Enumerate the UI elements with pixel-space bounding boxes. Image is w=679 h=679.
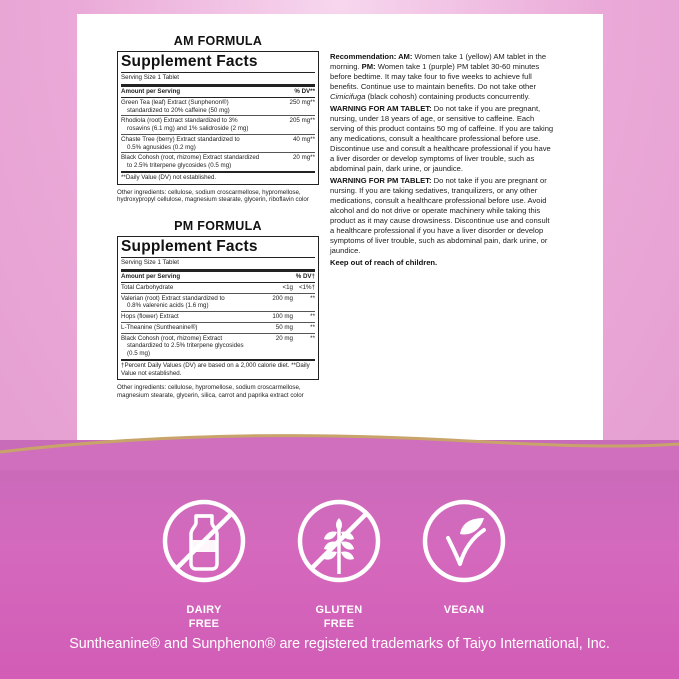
am-row-amount: 205 mg** xyxy=(289,117,315,125)
recommendation-label: Recommendation: AM: xyxy=(330,52,413,61)
am-row-amount: 250 mg** xyxy=(289,98,315,106)
pm-table-header xyxy=(121,272,315,283)
facts-column xyxy=(117,34,319,400)
am-row-amount: 20 mg** xyxy=(292,154,315,162)
pm-col-dv: % DV† xyxy=(295,273,315,281)
recommendation-end: (black cohosh) containing products concurrently. xyxy=(365,92,530,102)
am-col-dv: % DV** xyxy=(294,88,315,96)
am-formula-block xyxy=(117,34,319,204)
pm-row-amount: 50 mg xyxy=(275,323,293,331)
pm-row-dv: ** xyxy=(310,323,315,331)
pm-row-name: L-Theanine (Suntheanine®) xyxy=(121,323,198,331)
pm-row-dv: ** xyxy=(310,313,315,321)
am-row-name: Rhodiola (root) Extract standardized to 3% xyxy=(121,117,238,125)
pm-row-name: Total Carbohydrate xyxy=(121,283,174,291)
pm-row-amount: <1g xyxy=(282,283,293,291)
pm-row-sub: standardized to 2.5% triterpene glycosides (0.5 mg) xyxy=(127,342,244,358)
warning-pm-label: WARNING FOR PM TABLET: xyxy=(330,176,432,186)
pm-row-dv: ** xyxy=(310,294,315,302)
warning-am xyxy=(330,104,554,174)
am-row-amount: 40 mg** xyxy=(292,135,315,143)
warning-am-text: Do not take if you are pregnant, nursing, under 18 years of age, or sensitive to caffeine. Each serving of this product contains 50 mg of caffeine. If you are taking any medications, consult a healthcare professional before use. Discontinue use and consult a healthcare professional if you have a liver disorder or develop symptoms of liver trouble, such as abdominal pain, dark urine, or jaundice. xyxy=(330,104,554,174)
badge-dairy-free-label xyxy=(144,604,264,632)
gold-wave-divider xyxy=(0,430,679,470)
badge-line: VEGAN xyxy=(443,604,485,616)
am-table-header xyxy=(121,87,315,98)
directions-column xyxy=(330,52,554,270)
am-facts-heading: Supplement Facts xyxy=(121,54,315,73)
recommendation-am-text: Women take 1 (yellow) AM tablet in the morning. xyxy=(330,52,547,72)
am-other-ingredients: Other ingredients: cellulose, sodium croscarmellose, hypromellose, hydroxypropyl cellulose, magnesium stearate, glycerin, riboflavin color xyxy=(117,188,309,204)
am-serving-size: Serving Size 1 Tablet xyxy=(121,73,315,87)
am-col-amount: Amount per Serving xyxy=(121,88,181,96)
badge-vegan-label xyxy=(404,604,524,618)
recommendation-pm-label: PM: xyxy=(361,62,376,72)
am-row-sub: rosavins (6.1 mg) and 1% salidroside (2 mg) xyxy=(127,125,249,133)
badge-line: FREE xyxy=(188,617,220,630)
am-row xyxy=(121,153,315,171)
am-row-sub: standardized to 20% caffeine (50 mg) xyxy=(127,106,230,114)
am-row-name: Green Tea (leaf) Extract (Sunphenon®) xyxy=(121,98,229,106)
pm-other-ingredients: Other ingredients: cellulose, hypromellose, sodium croscarmellose, magnesium stearate, glycerin, silica, carrot and paprika extract color xyxy=(117,384,304,400)
recommendation xyxy=(330,52,554,102)
recommendation-italic: Cimicifuga xyxy=(330,92,366,102)
trademark-notice: Suntheanine® and Sunphenon® are registered trademarks of Taiyo International, Inc. xyxy=(69,636,610,652)
pm-row xyxy=(121,294,315,313)
badge-line: DAIRY xyxy=(186,604,222,616)
warning-pm-text: Do not take if you are pregnant or nursing. If you are taking sedatives, tranquilizers, or any other medications, consult a healthcare professional before use. Avoid alcohol and do not drive or operate machinery while taking this product as it may cause drowsiness. Discontinue use and consult a healthcare professional if you have a liver disorder or develop symptoms of liver trouble, such as abdominal pain, dark urine, or jaundice. xyxy=(330,176,550,256)
pm-serving-size: Serving Size 1 Tablet xyxy=(121,258,315,272)
pm-facts-heading: Supplement Facts xyxy=(121,239,315,258)
pm-row-dv: ** xyxy=(310,334,315,342)
badge-line: FREE xyxy=(323,617,355,630)
am-footnote: **Daily Value (DV) not established. xyxy=(121,171,315,182)
pm-row-sub: 0.8% valerenic acids (1.6 mg) xyxy=(127,302,209,310)
pm-row xyxy=(121,283,315,294)
pm-row-name: Black Cohosh (root, rhizome) Extract xyxy=(121,334,223,342)
pm-row-amount: 20 mg xyxy=(275,334,293,342)
am-row-sub: 0.5% agnusides (0.2 mg) xyxy=(127,143,196,151)
pm-row-amount: 100 mg xyxy=(272,313,293,321)
am-row-name: Chaste Tree (berry) Extract standardized to xyxy=(121,135,240,143)
pm-formula-block xyxy=(117,219,319,400)
am-row-sub: to 2.5% triterpene glycosides (0.5 mg) xyxy=(127,162,232,170)
warning-pm xyxy=(330,176,554,256)
am-row xyxy=(121,135,315,154)
pm-col-amount: Amount per Serving xyxy=(121,273,181,281)
pm-row-name: Hops (flower) Extract xyxy=(121,313,179,321)
pm-supplement-facts xyxy=(117,236,319,380)
am-row xyxy=(121,116,315,135)
pm-footnote: †Percent Daily Values (DV) are based on a 2,000 calorie diet. **Daily Value not established. xyxy=(121,359,315,378)
am-formula-title: AM FORMULA xyxy=(173,34,263,48)
pm-row xyxy=(121,323,315,334)
label-panel xyxy=(77,14,603,464)
keep-out-of-reach-text: Keep out of reach of children. xyxy=(330,258,438,268)
no-milk-bottle-icon xyxy=(161,498,247,584)
pm-row xyxy=(121,334,315,359)
badge-gluten-free-label xyxy=(279,604,399,632)
am-row-name: Black Cohosh (root, rhizome) Extract standardized xyxy=(121,154,260,162)
recommendation-pm-text: Women take 1 (purple) PM tablet 30-60 minutes before bedtime. It may take four to five weeks to achieve full benefits. Continue use to maintain benefits. Do not take other xyxy=(330,62,540,92)
vegan-leaf-icon xyxy=(421,498,507,584)
am-row xyxy=(121,98,315,117)
am-supplement-facts xyxy=(117,51,319,185)
keep-out-of-reach xyxy=(330,258,554,268)
warning-am-label: WARNING FOR AM TABLET: xyxy=(330,104,432,114)
pm-row-amount: 200 mg xyxy=(272,294,293,302)
pm-row-dv: <1%† xyxy=(299,283,315,291)
pm-row-name: Valerian (root) Extract standardized to xyxy=(121,294,225,302)
pm-formula-title: PM FORMULA xyxy=(174,219,262,234)
no-wheat-icon xyxy=(296,498,382,584)
pm-row xyxy=(121,312,315,323)
badge-line: GLUTEN xyxy=(315,604,363,616)
